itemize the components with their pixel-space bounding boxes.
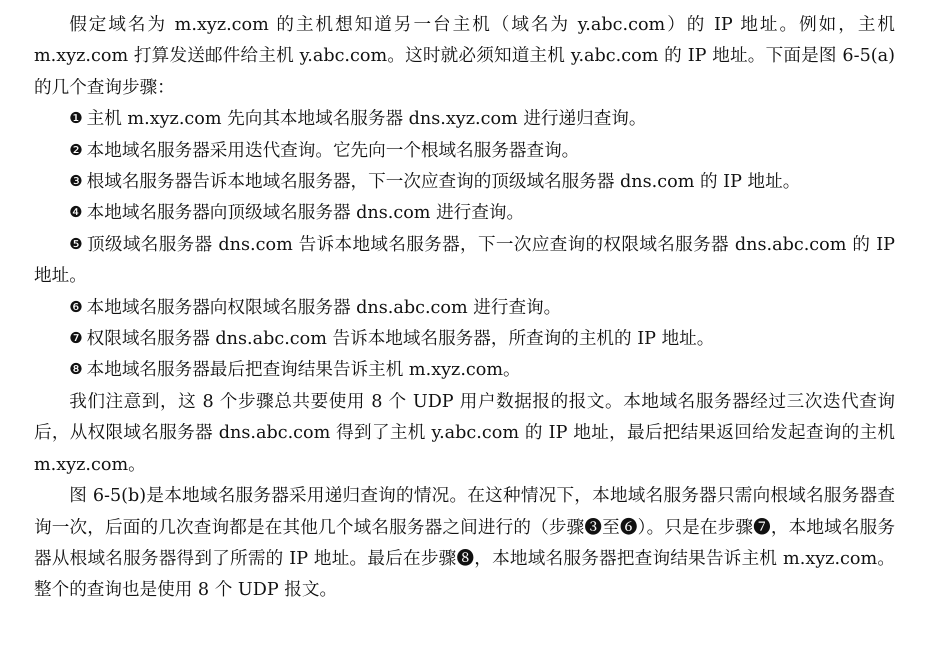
step-text: 顶级域名服务器 dns.com 告诉本地域名服务器，下一次应查询的权限域名服务器 dns.abc.com 的 IP 地址。 (34, 234, 896, 287)
summary-paragraph: 我们注意到，这 8 个步骤总共要使用 8 个 UDP 用户数据报的报文。本地域名服务器经过三次迭代查询后，从权限域名服务器 dns.abc.com 得到了主机 y.abc.com 的 IP 地址，最后把结果返回给发起查询的主机 m.xyz.com。 (34, 391, 895, 475)
step-number: ❷ (69, 140, 83, 159)
step-item (34, 104, 895, 135)
step-text: 本地域名服务器向顶级域名服务器 dns.com 进行查询。 (86, 203, 525, 224)
step-text: 主机 m.xyz.com 先向其本地域名服务器 dns.xyz.com 进行递归查询。 (86, 109, 647, 130)
step-number: ❹ (69, 203, 83, 222)
step-text: 本地域名服务器向权限域名服务器 dns.abc.com 进行查询。 (86, 297, 562, 318)
step-text: 本地域名服务器最后把查询结果告诉主机 m.xyz.com。 (86, 360, 521, 381)
step-list (34, 104, 895, 387)
step-item (34, 136, 895, 167)
step-item (34, 167, 895, 198)
step-text: 权限域名服务器 dns.abc.com 告诉本地域名服务器，所查询的主机的 IP 地址。 (86, 329, 715, 350)
step-text: 本地域名服务器采用迭代查询。它先向一个根域名服务器查询。 (86, 140, 580, 161)
step-number: ❻ (69, 297, 83, 316)
step-item (34, 293, 895, 324)
recursive-query-paragraph: 图 6-5(b)是本地域名服务器采用递归查询的情况。在这种情况下，本地域名服务器只需向根域名服务器查询一次，后面的几次查询都是在其他几个域名服务器之间进行的（步骤❸至❻）。只是在步骤❼，本地域名服务器从根域名服务器得到了所需的 IP 地址。最后在步骤❽，本地域名服务器把查询结果告诉主机 m.xyz.com。整个的查询也是使用 8 个 UDP 报文。 (34, 486, 895, 601)
step-item (34, 355, 895, 386)
intro-paragraph: 假定域名为 m.xyz.com 的主机想知道另一台主机（域名为 y.abc.com）的 IP 地址。例如，主机 m.xyz.com 打算发送邮件给主机 y.abc.com。这时就必须知道主机 y.abc.com 的 IP 地址。下面是图 6-5(a)的几个查询步骤： (34, 15, 895, 98)
step-number: ❽ (69, 360, 83, 379)
step-text: 根域名服务器告诉本地域名服务器，下一次应查询的顶级域名服务器 dns.com 的 IP 地址。 (86, 172, 801, 193)
step-number: ❼ (69, 329, 83, 348)
step-number: ❺ (69, 234, 83, 253)
step-number: ❶ (69, 109, 83, 128)
step-item (34, 198, 895, 229)
step-number: ❸ (69, 172, 83, 191)
step-item (34, 324, 895, 355)
step-item (34, 230, 895, 293)
